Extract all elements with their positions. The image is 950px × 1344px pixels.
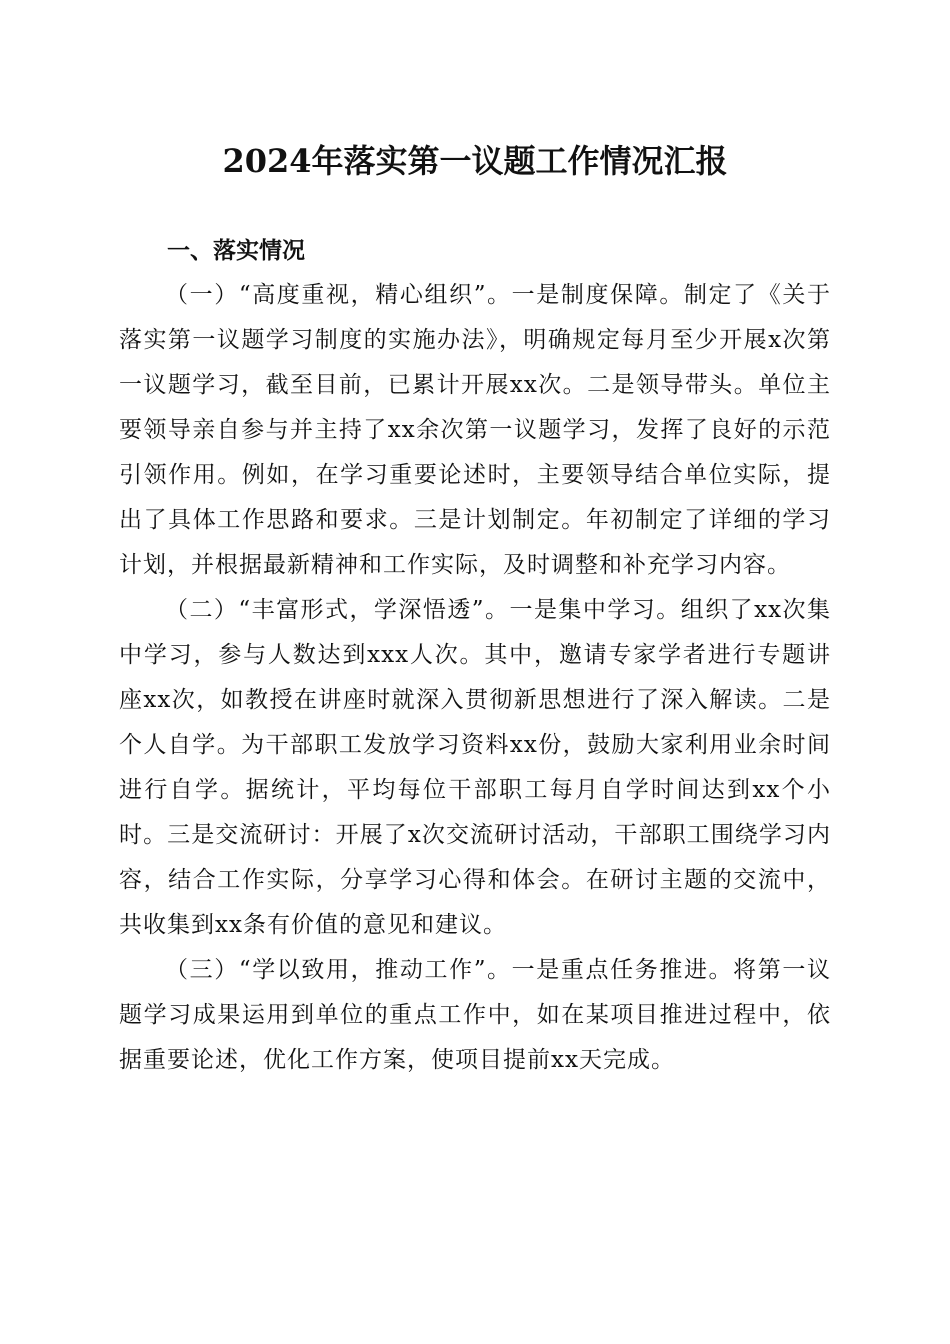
paragraph-3-lead: （三）“学以致用，推动工作”。 (165, 957, 512, 983)
paragraph-2 (119, 588, 831, 948)
paragraph-3-text: 一是重点任务推进。将第一议题学习成果运用到单位的重点工作中，如在某项目推进过程中，依据重要论述，优化工作方案，使项目提前xx天完成。 (119, 957, 831, 1073)
document-body (119, 228, 831, 1083)
paragraph-2-text: 一是集中学习。组织了xx次集中学习，参与人数达到xxx人次。其中，邀请专家学者进行专题讲座xx次，如教授在讲座时就深入贯彻新思想进行了深入解读。二是个人自学。为干部职工发放学习资料xx份，鼓励大家利用业余时间进行自学。据统计，平均每位干部职工每月自学时间达到xx个小时。三是交流研讨：开展了x次交流研讨活动，干部职工围绕学习内容，结合工作实际，分享学习心得和体会。在研讨主题的交流中，共收集到xx条有价值的意见和建议。 (119, 597, 831, 938)
section-heading: 一、落实情况 (167, 237, 305, 264)
paragraph-1 (119, 273, 831, 588)
document-title: 2024年落实第一议题工作情况汇报 (222, 142, 728, 180)
paragraph-1-text: 一是制度保障。制定了《关于落实第一议题学习制度的实施办法》，明确规定每月至少开展x次第一议题学习，截至目前，已累计开展xx次。二是领导带头。单位主要领导亲自参与并主持了xx余次第一议题学习，发挥了良好的示范引领作用。例如，在学习重要论述时，主要领导结合单位实际，提出了具体工作思路和要求。三是计划制定。年初制定了详细的学习计划，并根据最新精神和工作实际，及时调整和补充学习内容。 (119, 282, 831, 578)
paragraph-3 (119, 948, 831, 1083)
paragraph-2-lead: （二）“丰富形式，学深悟透”。 (165, 597, 510, 623)
paragraph-1-lead: （一）“高度重视，精心组织”。 (165, 282, 512, 308)
